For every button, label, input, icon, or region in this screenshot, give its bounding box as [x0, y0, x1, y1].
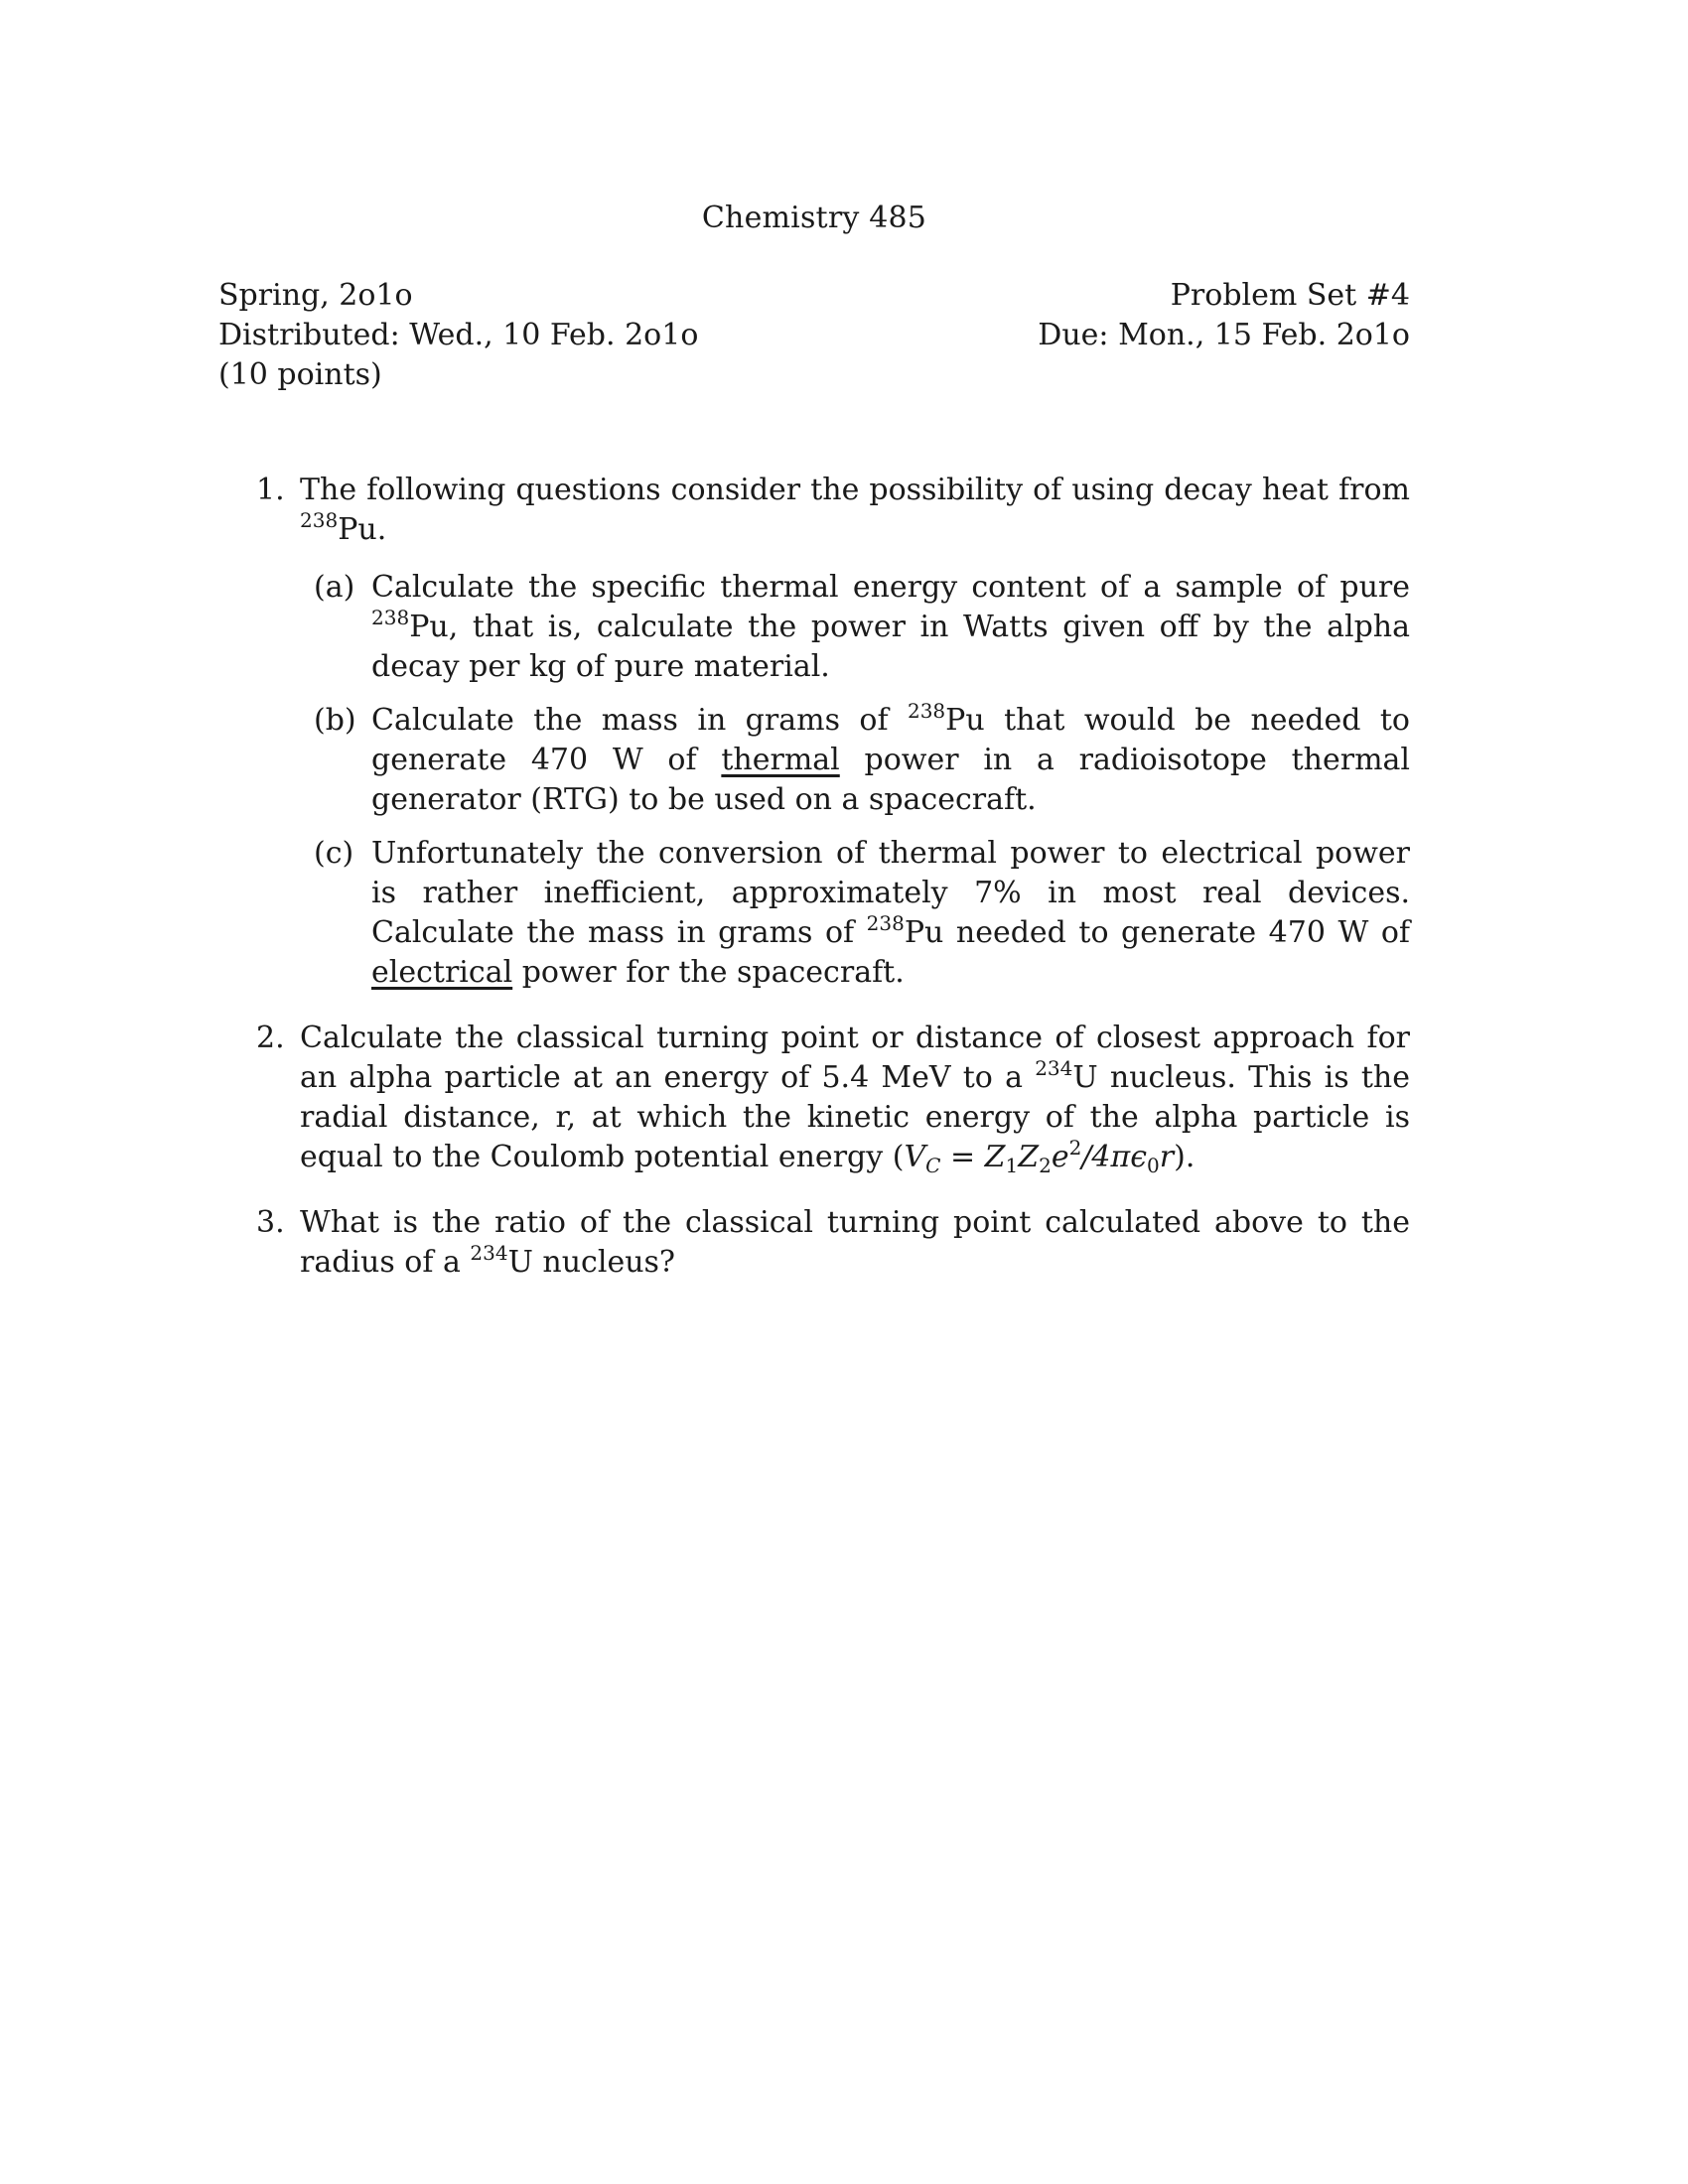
- underlined-term: electrical: [371, 955, 513, 990]
- coulomb-formula: $V_C = Z_1Z_2e^2/4\pi\epsilon_0r$: [904, 1136, 1175, 1177]
- problem-1: [256, 471, 1410, 993]
- subpart-c: (c) Unfortunately the conversion of thermal power to electrical power is rather inefficient, approximately 7% in most real devices. Calculate the mass in grams of $^{238}$Pu needed to generate 470 W of electrical power for the spacecraft.: [314, 836, 1410, 990]
- problem-number: 2.: [256, 1021, 285, 1055]
- course-title: Chemistry 485: [701, 201, 927, 235]
- problem-set-number: Problem Set #4: [1170, 278, 1410, 313]
- term: Spring, 2o1o: [218, 278, 413, 313]
- problem-3: 3. What is the ratio of the classical turning point calculated above to the radius of a $^{234}$U nucleus?: [256, 1205, 1410, 1280]
- isotope-mass: 234: [470, 1241, 508, 1265]
- isotope-mass: 238: [300, 508, 339, 532]
- problem-number: 3.: [256, 1205, 285, 1240]
- underlined-term: thermal: [721, 743, 840, 777]
- subpart-label: (b): [314, 703, 356, 738]
- subpart-b: (b) Calculate the mass in grams of $^{238}$Pu that would be needed to generate 470 W of thermal power in a radioisotope thermal generator (RTG) to be used on a spacecraft.: [314, 699, 1410, 817]
- problem-list: [256, 471, 1410, 1308]
- subpart-list: [300, 568, 1410, 993]
- due-date: Due: Mon., 15 Feb. 2o1o: [1038, 318, 1410, 352]
- subpart-a: (a) Calculate the specific thermal energy content of a sample of pure $^{238}$Pu, that is, calculate the power in Watts given off by the alpha decay per kg of pure material.: [314, 570, 1410, 684]
- header-right: [1038, 276, 1410, 355]
- subpart-label: (c): [314, 836, 354, 871]
- isotope-mass: 238: [866, 911, 905, 935]
- problem-text: The following questions consider the possibility of using decay heat from $^{238}$Pu.: [300, 473, 1410, 547]
- subpart-label: (a): [314, 570, 355, 605]
- isotope-mass: 234: [1035, 1056, 1073, 1080]
- header-left: [218, 276, 698, 395]
- points: (10 points): [218, 357, 382, 392]
- isotope-mass: 238: [371, 606, 410, 629]
- distributed-date: Distributed: Wed., 10 Feb. 2o1o: [218, 318, 699, 352]
- isotope-mass: 238: [907, 699, 946, 723]
- problem-number: 1.: [256, 473, 285, 507]
- problem-2: 2. Calculate the classical turning point or distance of closest approach for an alpha particle at an energy of 5.4 MeV to a $^{234}$U nucleus. This is the radial distance, r, at which the kinetic energy of the alpha particle is equal to the Coulomb potential energy $(V_C = Z_1Z_2e^2/4\pi\epsilon_0r)$.: [256, 1021, 1411, 1177]
